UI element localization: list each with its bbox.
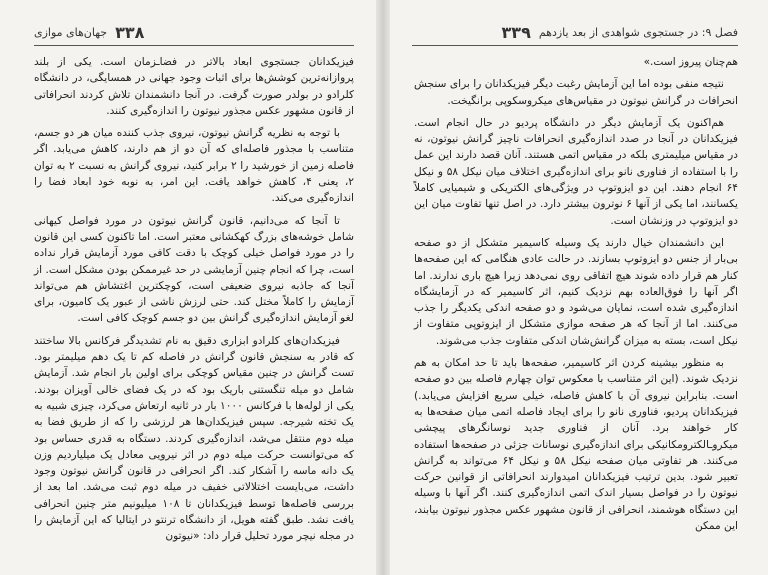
paragraph: این دانشمندان خیال دارند یک وسیله کاسیمیر متشکل از دو صفحه بی‌بار از جنس دو ایزوتوپ بسازند. در حالت عادی هنگامی که این صفحه‌ها کنار هم قرار داده شوند هیچ اتفاقی روی نمی‌دهد زیرا هیچ باری ندارند. اما اگر آنها را فوق‌العاده بهم نزدیک کنیم، اثر کاسیمیر که در آزمایشگاه اندازه‌گیری شده است، نمایان می‌شود و دو صفحه اندکی یکدیگر را جذب می‌کنند. اما از آنجا که هر صفحه موازی متشکل از ایزوتوپی متفاوت از نیکل است، بسته به میزان گرانش‌شان اندکی متفاوت جذب می‌شوند.	[414, 236, 738, 347]
paragraph: فیزیکدان‌های کلرادو ابزاری دقیق به نام تشدیدگر فرکانس بالا ساختند که قادر به سنجش قانون گرانش در فاصله کم تا یک دهم میلیمتر بود. تست گرانش در چنین مقیاس کوچکی برای اولین بار انجام شد. آزمایش شامل دو میله تنگستنی باریک بود که در یک فضای خالی آویزان بودند. یکی از لوله‌ها با فرکانس ۱۰۰۰ بار در ثانیه ارتعاش می‌کرد، چیزی شبیه به یک تخته شیرجه. سپس فیزیکدان‌ها هر لرزشی را که از طریق فضا به میله دوم منتقل می‌شد، اندازه‌گیری کردند. دستگاه به قدری حساس بود که می‌توانست حرکت میله دوم در اثر نیرویی معادل یک میلیاردیم وزن یک دانه ماسه را آشکار کند. اگر انحرافی در قانون گرانش نیوتون وجود داشت، می‌بایست اختلالاتی خفیف در میله دوم ثبت می‌شد. اما بعد از بررسی فاصله‌ها توسط فیزیکدانان تا ۱۰۸ میلیونیم متر چنین انحرافی یافت نشد. طبق گفته هویل، از دانشگاه ترنتو در ایتالیا که این آزمایش را در مجله نیچر مورد تحلیل قرار داد: «نیوتون	[34, 334, 354, 543]
paragraph: هم‌اکنون یک آزمایش دیگر در دانشگاه پردیو در حال انجام است. فیزیکدانان در آنجا در صدد اندازه‌گیری انحرافات ناچیز گرانش نیوتون، نه در مقیاس میلیمتری بلکه در مقیاس اتمی هستند. آنان قصد دارند این عمل را با استفاده از فناوری نانو برای اندازه‌گیری اختلاف میان نیکل ۵۸ و نیکل ۶۴ انجام دهند. این دو ایزوتوپ در ویژگی‌های الکتریکی و شیمیایی کاملاً یکسانند، اما یکی از آنها ۶ نوترون بیشتر دارد. در اصل تنها تفاوت میان این دو ایزوتوپ در وزنشان است.	[414, 116, 738, 227]
right-page-body	[414, 54, 738, 565]
header-rule	[34, 45, 354, 46]
right-page	[390, 0, 768, 575]
paragraph: با توجه به نظریه گرانش نیوتون، نیروی جذب کننده میان هر دو جسم، متناسب با مجذور فاصله‌ای که آن دو از هم دارند، کاهش می‌یابد. اگر فاصله زمین از خورشید را ۲ برابر کنید، نیروی گرانش به نسبت ۲ به توان ۲، یعنی ۴، کاهش خواهد یافت. این امر، به نوبه خود ابعاد فضا را اندازه‌گیری می‌کند.	[34, 127, 354, 205]
running-head: جهان‌های موازی	[34, 25, 108, 39]
paragraph: نتیجه منفی بوده اما این آزمایش رغبت دیگر فیزیکدانان را برای سنجش انحرافات در گرانش نیوتون در مقیاس‌های میکروسکوپی برانگیخت.	[414, 78, 738, 107]
left-page	[0, 0, 376, 575]
book-gutter	[376, 0, 390, 575]
header-rule	[412, 45, 738, 46]
page-number: ۳۳۹	[501, 22, 531, 42]
left-page-header	[34, 22, 354, 42]
paragraph: فیزیکدانان جستجوی ابعاد بالاتر در فضا‌ـزمان است. یکی از بلند پروازانه‌ترین کوشش‌ها برای اثبات وجود جهانی در همسایگی، در دانشگاه کلرادو در بولدر صورت گرفت. در آنجا دانشمندان تلاش کردند انحرافاتی از قانون مشهور عکس مجذور نیوتون را اندازه‌گیری کنند.	[34, 56, 354, 117]
paragraph: تا آنجا که می‌دانیم، قانون گرانش نیوتون در مورد فواصل کیهانی شامل خوشه‌های بزرگ کهکشانی معتبر است. اما تاکنون کسی این قانون را در مورد فواصل خیلی کوچک با دقت کافی مورد آزمایش قرار نداده است، چرا که انجام چنین آزمایشی در حد غیرممکن بودن مشکل است. از آنجا که جاذبه نیروی ضعیفی است، کوچکترین اغتشاش هم می‌تواند آزمایش را کاملاً مختل کند. حتی لرزش ناشی از عبور یک کامیون، برای لغو آزمایش اندازه‌گیری گرانش بین دو جسم کوچک کافی است.	[34, 214, 354, 325]
right-page-header	[412, 22, 738, 42]
paragraph: هم‌چنان پیروز است.»	[643, 56, 738, 68]
left-page-body	[34, 54, 354, 565]
paragraph: به منظور بیشینه کردن اثر کاسیمیر، صفحه‌ها باید تا حد امکان به هم نزدیک شوند. (این اثر متناسب با معکوس توان چهارم فاصله بین دو صفحه است. بنابراین نیروی آن با کاهش فاصله، خیلی سریع افزایش می‌یابد.) فیزیکدانان پردیو، فناوری نانو را برای ایجاد فاصله اتمی میان صفحه‌ها به کار خواهند برد. آنان از فناوری جدید نوسانگرهای پیچشی میکرو‌ـالکترومکانیکی برای اندازه‌گیری نوسانات جزئی در صفحه‌ها استفاده می‌کنند. هر تفاوتی میان صفحه نیکل ۵۸ و نیکل ۶۴ می‌تواند به گرانش تعبیر شود. بدین ترتیب فیزیکدانان امیدوارند انحرافاتی از قوانین حرکت نیوتون را در فواصل بسیار اندک اتمی اندازه‌گیری کنند. اگر آنها با وسیله این دستگاه هوشمند، انحرافی از قانون مشهور عکس مجذور نیوتون بیابند، این ممکن	[414, 357, 738, 533]
page-number: ۳۳۸	[115, 22, 145, 42]
running-head: فصل ۹: در جستجوی شواهدی از بعد یازدهم	[538, 25, 738, 39]
